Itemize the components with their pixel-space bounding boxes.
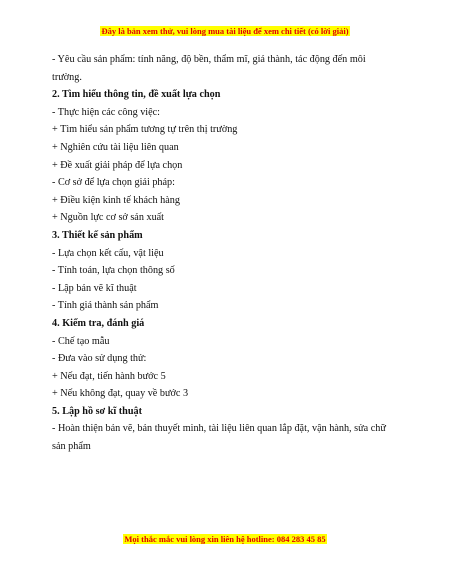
hotline-banner (0, 534, 450, 544)
paragraph-line: + Điều kiện kinh tế khách hàng (52, 194, 180, 206)
preview-notice-banner (0, 26, 450, 36)
paragraph-line: - Cơ sở để lựa chọn giải pháp: (52, 177, 175, 189)
paragraph-line: - Chế tạo mẫu (52, 335, 110, 347)
paragraph-line: - Đưa vào sử dụng thử: (52, 353, 147, 365)
paragraph-line: - Hoàn thiện bản vẽ, bản thuyết minh, tài liệu liên quan lắp đặt, vận hành, sửa chữ sản phẩm (52, 423, 386, 453)
section-heading: 3. Thiết kế sản phẩm (52, 229, 143, 241)
paragraph-line: + Đề xuất giải pháp để lựa chọn (52, 159, 183, 171)
paragraph-line: - Tính giá thành sản phẩm (52, 300, 159, 312)
paragraph-line: + Nghiên cứu tài liệu liên quan (52, 141, 179, 153)
preview-notice-text: Đây là bản xem thử, vui lòng mua tài liệu để xem chi tiết (có lời giải) (101, 26, 349, 36)
hotline-text: Mọi thắc mắc vui lòng xin liên hệ hotline: 084 283 45 85 (124, 534, 326, 544)
paragraph-line: - Tính toán, lựa chọn thông số (52, 265, 175, 277)
paragraph-line: + Tìm hiểu sản phẩm tương tự trên thị trường (52, 124, 238, 136)
document-body (52, 51, 392, 456)
paragraph-line: + Nếu không đạt, quay về bước 3 (52, 388, 189, 400)
paragraph-line: + Nguồn lực cơ sở sản xuất (52, 212, 165, 224)
paragraph-line: + Nếu đạt, tiến hành bước 5 (52, 370, 166, 382)
paragraph-line: - Lựa chọn kết cấu, vật liệu (52, 247, 164, 259)
section-heading: 2. Tìm hiểu thông tin, đề xuất lựa chọn (52, 89, 221, 101)
section-heading: 5. Lập hồ sơ kĩ thuật (52, 405, 143, 417)
paragraph-line: - Thực hiện các công việc: (52, 106, 161, 118)
section-heading: 4. Kiểm tra, đánh giá (52, 317, 145, 329)
paragraph-line: - Yêu cầu sản phẩm: tính năng, độ bền, thẩm mĩ, giá thành, tác động đến môi trường. (52, 54, 366, 83)
paragraph-line: - Lập bản vẽ kĩ thuật (52, 282, 137, 294)
